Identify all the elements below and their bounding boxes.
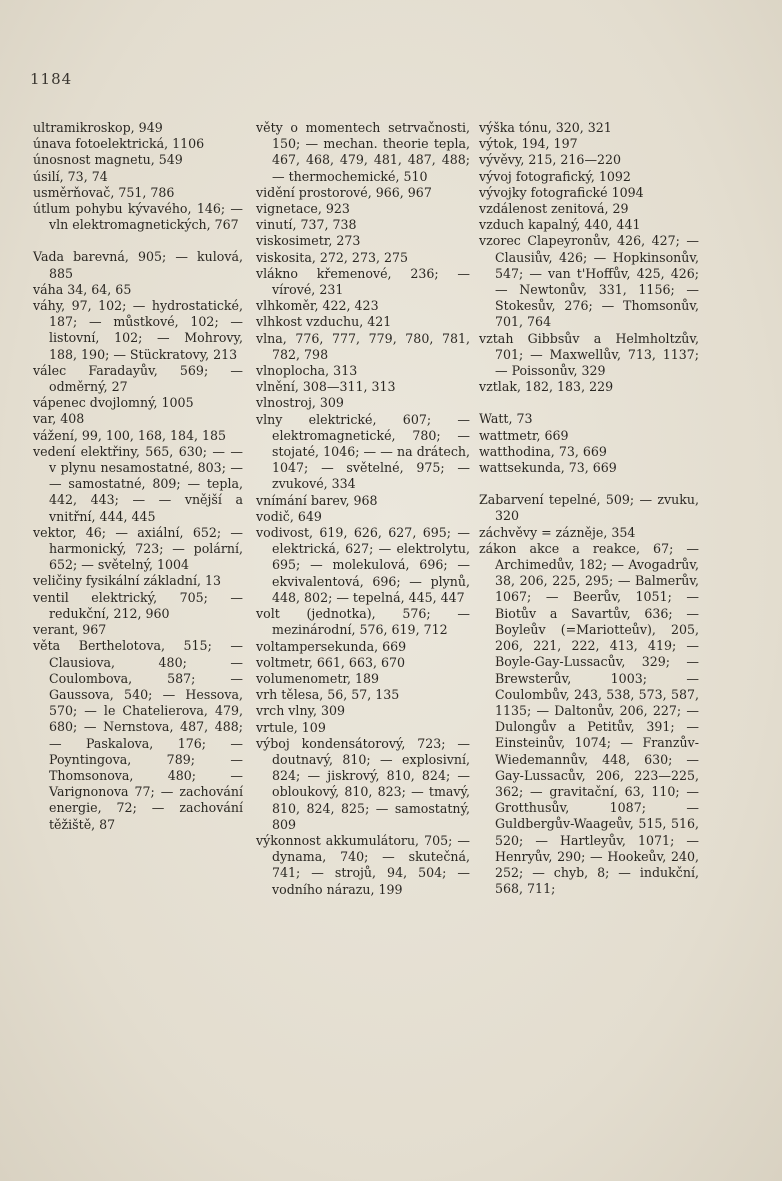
index-entry: záchvěvy = zázněje, 354 <box>479 524 636 540</box>
index-entry: výtok, 194, 197 <box>479 136 578 152</box>
index-entry: vrh tělesa, 56, 57, 135 <box>256 687 400 703</box>
index-entry: výboj kondensátorový, 723; — doutnavý, 810; — explosivní, 824; — jiskrový, 810, 824; — obloukový, 810, 823; — tmavý, 810, 824, 825; — samostatný, 809 <box>256 735 470 832</box>
index-entry: vignetace, 923 <box>256 201 350 217</box>
index-entry: výkonnost akkumulátoru, 705; — dynama, 740; — skutečná, 741; — strojů, 94, 504; — vodního nárazu, 199 <box>256 832 470 897</box>
index-entry: veličiny fysikální základní, 13 <box>33 573 222 589</box>
index-entry: vlnoplocha, 313 <box>256 363 358 379</box>
index-column-2 <box>256 120 470 898</box>
index-entry: váha 34, 64, 65 <box>33 281 132 297</box>
index-entry: vývoj fotografický, 1092 <box>479 168 631 184</box>
index-entry: vlákno křemenové, 236; — vírové, 231 <box>256 265 470 298</box>
index-entry: voltmetr, 661, 663, 670 <box>256 654 406 670</box>
index-entry: Zabarvení tepelné, 509; — zvuku, 320 <box>479 492 699 524</box>
index-entry: wattsekunda, 73, 669 <box>479 460 617 476</box>
page-number: 1184 <box>30 70 73 88</box>
index-entry: úsilí, 73, 74 <box>33 168 108 184</box>
index-entry: zákon akce a reakce, 67; — Archimedův, 182; — Avogadrův, 38, 206, 225, 295; — Balmerův, 1067; — Beerův, 1051; — Biotův a Savartův, 636; — Boyleův (=Mariotteův), 205, 206, 221, 222, 413, 419; — Boyle-Gay-Lussacův, 329; — Brewsterův, 1003; — Coulombův, 243, 538, 573, 587, 1135; — Daltonův, 206, 227; — Dulongův a Petitův, 391; — Einsteinův, 1074; — Franzův-Wiedemannův, 448, 630; — Gay-Lussacův, 206, 223—225, 362; — gravitační, 63, 110; — Grotthusův, 1087; — Guldbergův-Waageův, 515, 516, 520; — Hartleyův, 1071; — Henryův, 290; — Hookeův, 240, 252; — chyb, 8; — indukční, 568, 711; <box>479 540 699 897</box>
index-entry: vývěvy, 215, 216—220 <box>479 152 622 168</box>
index-entry: Watt, 73 <box>479 411 533 427</box>
index-entry: viskosita, 272, 273, 275 <box>256 249 409 265</box>
index-entry: viskosimetr, 273 <box>256 233 361 249</box>
index-entry: vinutí, 737, 738 <box>256 217 357 233</box>
index-entry: vrtule, 109 <box>256 719 326 735</box>
index-entry: vzduch kapalný, 440, 441 <box>479 217 641 233</box>
index-entry: volt (jednotka), 576; — mezinárodní, 576, 619, 712 <box>256 606 470 638</box>
index-entry: watthodina, 73, 669 <box>479 443 607 459</box>
index-entry: vápenec dvojlomný, 1005 <box>33 395 194 411</box>
index-entry: ventil elektrický, 705; — redukční, 212, 960 <box>33 589 243 621</box>
index-entry: voltampersekunda, 669 <box>256 638 407 654</box>
index-column-3 <box>479 120 699 897</box>
index-entry: vlny elektrické, 607; — elektromagnetické, 780; — stojaté, 1046; — — na drátech, 1047; — světelné, 975; — zvukové, 334 <box>256 411 470 492</box>
index-entry: verant, 967 <box>33 622 107 638</box>
index-entry: vývojky fotografické 1094 <box>479 184 644 200</box>
index-entry: únava fotoelektrická, 1106 <box>33 136 205 152</box>
index-entry: volumenometr, 189 <box>256 670 380 686</box>
index-entry: útlum pohybu kývavého, 146; — vln elektromagnetických, 767 <box>33 201 243 233</box>
index-entry: výška tónu, 320, 321 <box>479 120 612 135</box>
index-entry: vztah Gibbsův a Helmholtzův, 701; — Maxwellův, 713, 1137; — Poissonův, 329 <box>479 330 699 379</box>
index-entry: věta Berthelotova, 515; — Clausiova, 480; — Coulombova, 587; — Gaussova, 540; — Hessova, 570; — le Chatelierova, 479, 680; — Nernstova, 487, 488; — Paskalova, 176; — Poyntingova, 789; — Thomsonova, 480; — Varignonova 77; — zachování energie, 72; — zachování těžiště, 87 <box>33 638 243 832</box>
index-entry: vzorec Clapeyronův, 426, 427; — Clausiův, 426; — Hopkinsonův, 547; — van t'Hoffův, 425, 426; — Newtonův, 331, 1156; — Stokesův, 276; — Thomsonův, 701, 764 <box>479 233 699 330</box>
index-entry: válec Faradayův, 569; — odměrný, 27 <box>33 362 243 395</box>
index-entry: váhy, 97, 102; — hydrostatické, 187; — můstkové, 102; — listovní, 102; — Mohrovy, 188, 190; — Stückratovy, 213 <box>33 298 243 362</box>
index-entry: vodič, 649 <box>256 508 322 524</box>
index-entry: vážení, 99, 100, 168, 184, 185 <box>33 427 227 443</box>
index-entry: vztlak, 182, 183, 229 <box>479 379 614 395</box>
index-entry: wattmetr, 669 <box>479 427 569 443</box>
index-entry: věty o momentech setrvačnosti, 150; — mechan. theorie tepla, 467, 468, 479, 481, 487, 488; — thermochemické, 510 <box>256 120 470 184</box>
index-entry: únosnost magnetu, 549 <box>33 152 183 168</box>
index-entry: vlnění, 308—311, 313 <box>256 379 396 395</box>
index-entry: vrch vlny, 309 <box>256 703 346 719</box>
index-entry: vlnostroj, 309 <box>256 395 344 411</box>
index-entry: vlhkoměr, 422, 423 <box>256 298 379 314</box>
index-entry: vodivost, 619, 626, 627, 695; — elektrická, 627; — elektrolytu, 695; — molekulová, 696; — ekvivalentová, 696; — plynů, 448, 802; — tepelná, 445, 447 <box>256 525 470 605</box>
index-entry: ultramikroskop, 949 <box>33 120 163 135</box>
index-entry: vedení elektřiny, 565, 630; — — v plynu nesamostatné, 803; — — samostatné, 809; — tepla, 442, 443; — — vnější a vnitřní, 444, 445 <box>33 443 243 524</box>
index-entry: vlhkost vzduchu, 421 <box>256 314 392 330</box>
index-column-1 <box>33 120 243 833</box>
index-entry: vlna, 776, 777, 779, 780, 781, 782, 798 <box>256 330 470 362</box>
index-entry: Vada barevná, 905; — kulová, 885 <box>33 249 243 281</box>
index-entry: vnímání barev, 968 <box>256 492 378 508</box>
index-entry: vektor, 46; — axiální, 652; — harmonický, 723; — polární, 652; — světelný, 1004 <box>33 524 243 573</box>
index-entry: usměrňovač, 751, 786 <box>33 184 175 200</box>
index-entry: vzdálenost zenitová, 29 <box>479 201 629 217</box>
index-entry: var, 408 <box>33 411 85 427</box>
index-entry: vidění prostorové, 966, 967 <box>256 184 432 200</box>
